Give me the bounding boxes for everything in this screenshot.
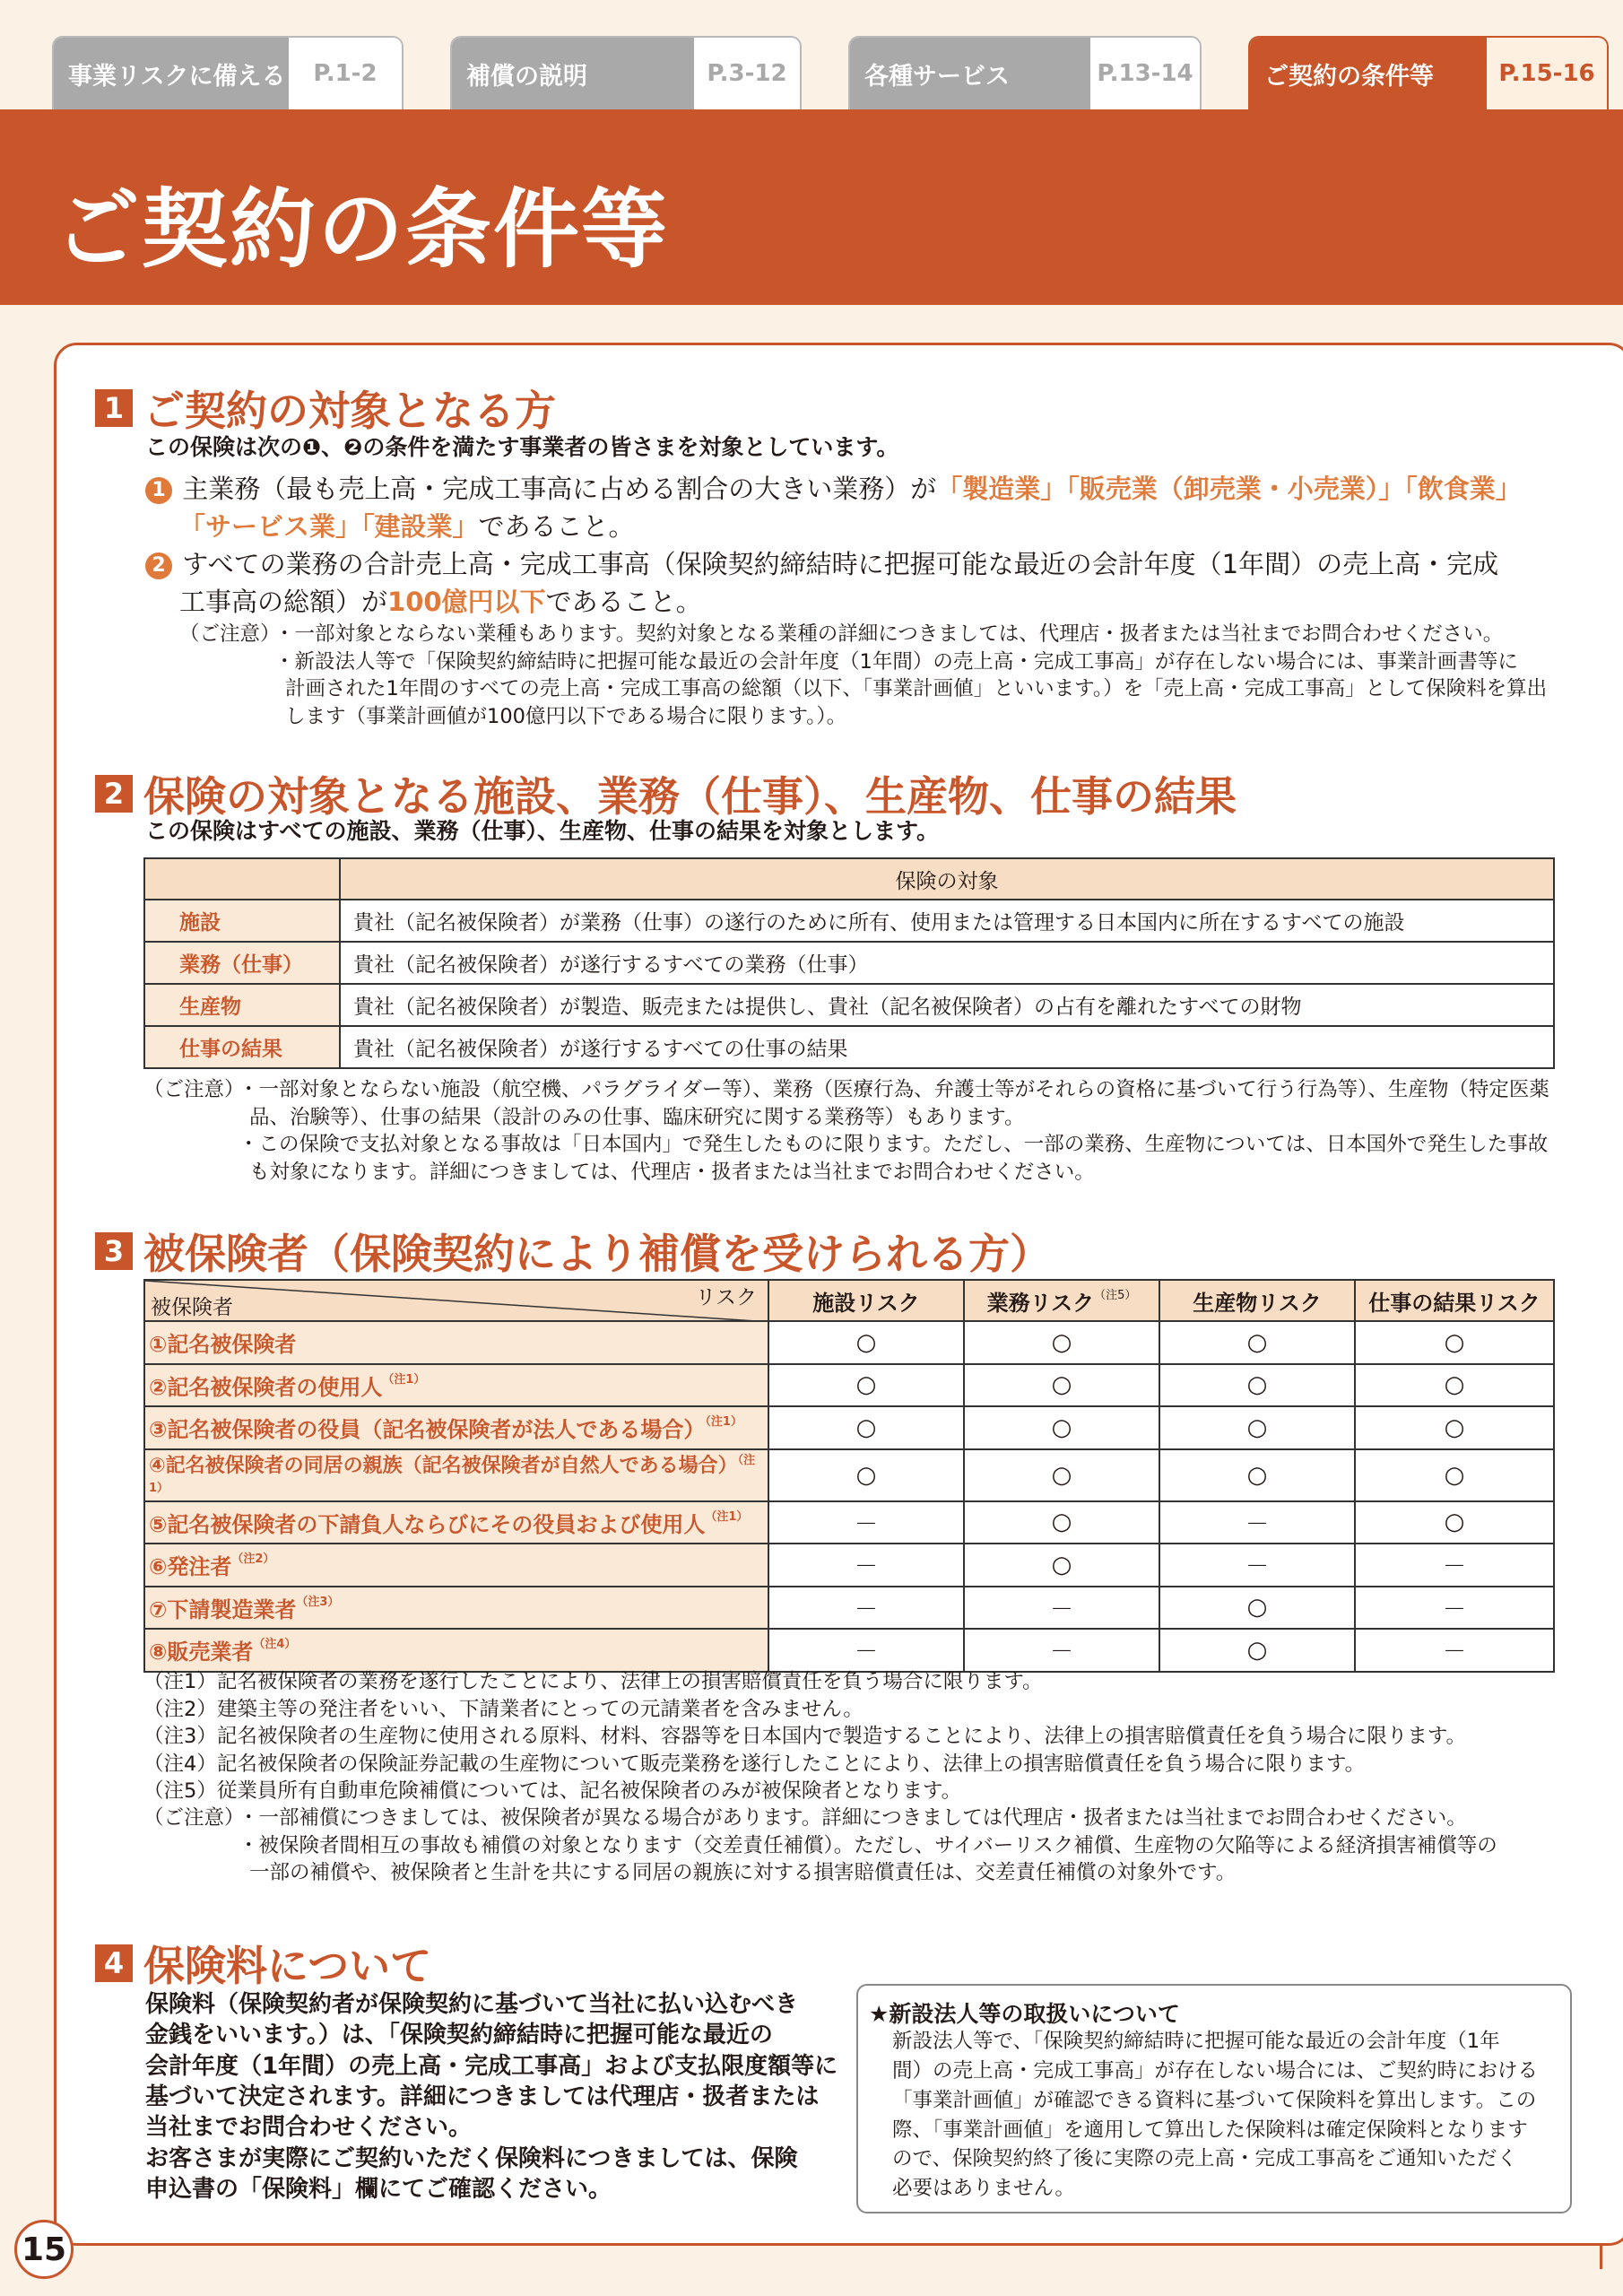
table-header-row [144, 1280, 1554, 1321]
condition-text: 工事高の総額）が [179, 587, 388, 618]
row-key: 生産物 [144, 984, 340, 1026]
tab-label: ご契約の条件等 [1250, 38, 1487, 109]
tab-services[interactable] [848, 36, 1202, 109]
cell: ○ [1159, 1364, 1355, 1407]
section-title: 保険の対象となる施設、業務（仕事）、生産物、仕事の結果 [143, 772, 1237, 821]
tab-label: 事業リスクに備える [54, 38, 289, 109]
body-line: 金銭をいいます。）は、「保険契約締結時に把握可能な最近の [145, 2022, 773, 2049]
row-key [144, 1406, 768, 1449]
condition-number: 2 [145, 552, 172, 579]
box-line: 新設法人等で、「保険契約締結時に把握可能な最近の会計年度（1年 [892, 2030, 1500, 2053]
row-key [144, 1449, 768, 1501]
tab-page: P.1-2 [289, 38, 402, 109]
body-line: 保険料（保険契約者が保険契約に基づいて当社に払い込むべき [145, 1991, 799, 2018]
row-key [144, 1321, 768, 1364]
risk-label: リスク [695, 1286, 757, 1309]
table-row [144, 1501, 1554, 1544]
box-body [892, 2027, 1538, 2204]
note-line: ・この保険で支払対象となる事故は「日本国内」で発生したものに限ります。ただし、一部の業務、生産物については、日本国外で発生した事故 [239, 1133, 1549, 1157]
table-row [144, 1406, 1554, 1449]
body-line: お客さまが実際にご契約いただく保険料につきましては、保険 [145, 2144, 798, 2172]
cell: ○ [1159, 1321, 1355, 1364]
diagonal-line [145, 1281, 769, 1322]
note-line: ・一部補償につきましては、被保険者が異なる場合があります。詳細につきましては代理店・扱者または当社までお問合わせください。 [239, 1806, 1467, 1830]
s1-condition-2 [143, 545, 1560, 621]
cell: ○ [768, 1364, 964, 1407]
tab-contract-conditions[interactable] [1248, 36, 1609, 109]
row-key-text: ⑥発注者 [149, 1554, 232, 1580]
cell: － [768, 1587, 964, 1630]
section-tabs [52, 36, 1605, 109]
tab-page: P.3-12 [694, 38, 800, 109]
cell: ○ [768, 1321, 964, 1364]
note-line: します（事業計画値が100億円以下である場合に限ります。）。 [285, 704, 847, 728]
footnote-line: （注1）記名被保険者の業務を遂行したことにより、法律上の損害賠償責任を負う場合に限ります。 [143, 1670, 1043, 1693]
table-row [144, 1364, 1554, 1407]
table-row [144, 1026, 1554, 1068]
col-header: 仕事の結果リスク [1355, 1280, 1554, 1321]
section-number: 4 [95, 1944, 133, 1982]
box-line: 「事業計画値」が確認できる資料に基づいて保険料を算出します。この [892, 2088, 1537, 2112]
page-title: ご契約の条件等 [54, 179, 669, 280]
tab-label: 各種サービス [850, 38, 1090, 109]
diagonal-header [144, 1280, 768, 1321]
table-header-row [144, 858, 1554, 900]
section-title: 保険料について [143, 1942, 432, 1990]
condition-text: であること。 [478, 511, 635, 543]
tab-coverage[interactable] [450, 36, 802, 109]
col-header-text: 業務リスク [986, 1290, 1095, 1316]
note-line: ・新設法人等で「保険契約締結時に把握可能な最近の会計年度（1年間）の売上高・完成工事高」が存在しない場合には、事業計画書等に [274, 649, 1518, 674]
note-line: ・被保険者間相互の事故も補償の対象となります（交差責任補償）。ただし、サイバーリスク補償、生産物の欠陥等による経済損害補償等の [239, 1833, 1497, 1857]
footnote-marker: （注3） [296, 1595, 340, 1609]
section-title: 被保険者（保険契約により補償を受けられる方） [143, 1230, 1051, 1278]
cell: － [768, 1629, 964, 1672]
footnote-line: （注2）建築主等の発注者をいい、下請業者にとっての元請業者を含みません。 [143, 1697, 864, 1721]
s4-body [145, 1989, 838, 2205]
body-line: 会計年度（1年間）の売上高・完成工事高」および支払限度額等に [145, 2052, 838, 2080]
footnote-line: （注5）従業員所有自動車危険補償については、記名被保険者のみが被保険者となります。 [143, 1779, 962, 1804]
cell: － [768, 1501, 964, 1544]
cell: ○ [1159, 1587, 1355, 1630]
row-key: 業務（仕事） [144, 942, 340, 984]
cell: ○ [964, 1364, 1159, 1407]
cell: ○ [1355, 1321, 1554, 1364]
cell: ○ [1355, 1406, 1554, 1449]
cell: － [1355, 1544, 1554, 1587]
row-key [144, 1629, 768, 1672]
row-key [144, 1587, 768, 1630]
row-key-text: ③記名被保険者の役員（記名被保険者が法人である場合） [149, 1417, 706, 1443]
footnote-marker: （注1） [705, 1415, 742, 1430]
cell: ○ [1355, 1501, 1554, 1544]
condition-text: 主業務（最も売上高・完成工事高に占める割合の大きい業務）が [182, 474, 937, 504]
row-key: 施設 [144, 900, 340, 942]
cell: － [1159, 1501, 1355, 1544]
condition-highlight: 「製造業」「販売業（卸売業・小売業）」「飲食業」 [936, 474, 1522, 504]
s3-notes [239, 1805, 1566, 1887]
row-value: 貴社（記名被保険者）が業務（仕事）の遂行のために所有、使用または管理する日本国内に所在するすべての施設 [340, 900, 1554, 942]
section-1-heading [95, 378, 556, 438]
s1-note-label: （ご注意） [179, 622, 281, 646]
new-corporation-box [856, 1984, 1572, 2213]
insured-label: 被保険者 [151, 1296, 233, 1319]
note-line: も対象になります。詳細につきましては、代理店・扱者または当社までお問合わせください。 [249, 1160, 1095, 1184]
row-key-text: ④記名被保険者の同居の親族（記名被保険者が自然人である場合） [149, 1454, 738, 1477]
tab-business-risk[interactable] [52, 36, 404, 109]
cell: ○ [1159, 1449, 1355, 1501]
table-row [144, 1587, 1554, 1630]
section-4-heading [95, 1934, 431, 1993]
row-key [144, 1544, 768, 1587]
cell: － [964, 1629, 1159, 1672]
cell: ○ [964, 1321, 1159, 1364]
cell: ○ [1355, 1364, 1554, 1407]
box-line: 際、「事業計画値」を適用して算出した保険料は確定保険料となります [892, 2118, 1528, 2142]
box-line: 間）の売上高・完成工事高」が存在しない場合には、ご契約時における [892, 2058, 1539, 2083]
cell: ○ [964, 1501, 1159, 1544]
footnote-marker: （注1） [705, 1509, 749, 1524]
tab-page: P.13-14 [1090, 38, 1200, 109]
table-row [144, 1629, 1554, 1672]
s3-footnotes [143, 1668, 1569, 1805]
coverage-table [143, 857, 1555, 1069]
tab-label: 補償の説明 [452, 38, 694, 109]
table-row [144, 942, 1554, 984]
row-key [144, 1364, 768, 1407]
col-header: 施設リスク [768, 1280, 964, 1321]
footnote-marker: （注1） [149, 1453, 756, 1495]
row-key-text: ⑤記名被保険者の下請負人ならびにその役員および使用人 [149, 1511, 706, 1537]
cell: ○ [1159, 1406, 1355, 1449]
cell: － [1355, 1587, 1554, 1630]
section-title: ご契約の対象となる方 [143, 387, 556, 435]
s2-note-label: （ご注意） [143, 1078, 245, 1101]
box-line: ので、保険契約終了後に実際の売上高・完成工事高をご通知いただく [892, 2147, 1518, 2171]
cell: － [964, 1587, 1159, 1630]
s1-intro: この保険は次の❶、❷の条件を満たす事業者の皆さまを対象としています。 [145, 434, 899, 460]
section-number: 1 [95, 389, 133, 427]
col-header [964, 1280, 1159, 1321]
cell: － [1159, 1544, 1355, 1587]
col-header: 生産物リスク [1159, 1280, 1355, 1321]
section-2-heading [95, 764, 1237, 823]
row-key-text: ①記名被保険者 [149, 1332, 297, 1358]
cell: ○ [964, 1449, 1159, 1501]
footnote-line: （注3）記名被保険者の生産物に使用される原料、材料、容器等を日本国内で製造することにより、法律上の損害賠償責任を負う場合に限ります。 [143, 1725, 1467, 1749]
note-line: ・一部対象とならない業種もあります。契約対象となる業種の詳細につきましては、代理店・扱者または当社までお問合わせください。 [274, 622, 1504, 646]
row-key: 仕事の結果 [144, 1026, 340, 1068]
cell: ○ [768, 1449, 964, 1501]
s2-notes [239, 1076, 1566, 1186]
body-line: 基づいて決定されます。詳細につきましては代理店・扱者または [145, 2083, 820, 2110]
row-value: 貴社（記名被保険者）が製造、販売または提供し、貴社（記名被保険者）の占有を離れたすべての財物 [340, 984, 1554, 1026]
table-row [144, 1321, 1554, 1364]
condition-highlight: 「サービス業」「建設業」 [179, 511, 479, 543]
s1-notes [274, 621, 1566, 730]
body-line: 申込書の「保険料」欄にてご確認ください。 [145, 2175, 612, 2203]
body-line: 当社までお問合わせください。 [145, 2114, 473, 2142]
cell: － [768, 1544, 964, 1587]
page-number: 15 [14, 2220, 74, 2279]
table-header: 保険の対象 [340, 858, 1554, 900]
s1-condition-1 [143, 470, 1560, 545]
table-header-empty [144, 858, 340, 900]
table-row [144, 1449, 1554, 1501]
row-value: 貴社（記名被保険者）が遂行するすべての仕事の結果 [340, 1026, 1554, 1068]
s2-intro: この保険はすべての施設、業務（仕事）、生産物、仕事の結果を対象とします。 [145, 818, 940, 844]
box-title: ★新設法人等の取扱いについて [869, 2001, 1180, 2027]
note-line: 品、治験等）、仕事の結果（設計のみの仕事、臨床研究に関する業務等）もあります。 [249, 1105, 1025, 1129]
footnote-marker: （注2） [231, 1552, 275, 1567]
note-line: ・一部対象とならない施設（航空機、パラグライダー等）、業務（医療行為、弁護士等がそれらの資格に基づいて行う行為等）、生産物（特定医薬 [239, 1078, 1549, 1101]
row-key-text: ⑧販売業者 [149, 1639, 254, 1665]
footnote-marker: （注5） [1094, 1288, 1137, 1302]
box-line: 必要はありません。 [892, 2177, 1075, 2201]
cell: ○ [768, 1406, 964, 1449]
section-number: 3 [95, 1232, 133, 1270]
note-line: 計画された1年間のすべての売上高・完成工事高の総額（以下、「事業計画値」といいます。）を「売上高・完成工事高」として保険料を算出 [285, 677, 1548, 701]
row-key-text: ⑦下請製造業者 [149, 1596, 297, 1622]
row-key [144, 1501, 768, 1544]
s3-note-label: （ご注意） [143, 1806, 245, 1830]
note-line: 一部の補償や、被保険者と生計を共にする同居の親族に対する損害賠償責任は、交差責任補償の対象外です。 [249, 1861, 1237, 1885]
cell: ○ [1159, 1629, 1355, 1672]
cell: ○ [1355, 1449, 1554, 1501]
condition-text: であること。 [545, 587, 702, 618]
tab-page: P.15-16 [1487, 38, 1607, 109]
condition-highlight: 100億円以下 [387, 587, 546, 618]
cell: ○ [964, 1406, 1159, 1449]
table-row [144, 900, 1554, 942]
title-banner [0, 109, 1623, 305]
insured-table [143, 1279, 1555, 1673]
cell: ○ [964, 1544, 1159, 1587]
footnote-marker: （注1） [382, 1372, 426, 1387]
condition-number: 1 [145, 477, 172, 504]
table-row [144, 1544, 1554, 1587]
table-row [144, 984, 1554, 1026]
footnote-line: （注4）記名被保険者の保険証券記載の生産物について販売業務を遂行したことにより、法律上の損害賠償責任を負う場合に限ります。 [143, 1752, 1366, 1776]
row-key-text: ②記名被保険者の使用人 [149, 1374, 383, 1400]
condition-text: すべての業務の合計売上高・完成工事高（保険契約締結時に把握可能な最近の会計年度（1年間）の売上高・完成 [182, 549, 1499, 579]
section-number: 2 [95, 775, 133, 813]
cell: － [1355, 1629, 1554, 1672]
row-value: 貴社（記名被保険者）が遂行するすべての業務（仕事） [340, 942, 1554, 984]
footnote-marker: （注4） [253, 1638, 297, 1652]
section-3-heading [95, 1222, 1051, 1281]
